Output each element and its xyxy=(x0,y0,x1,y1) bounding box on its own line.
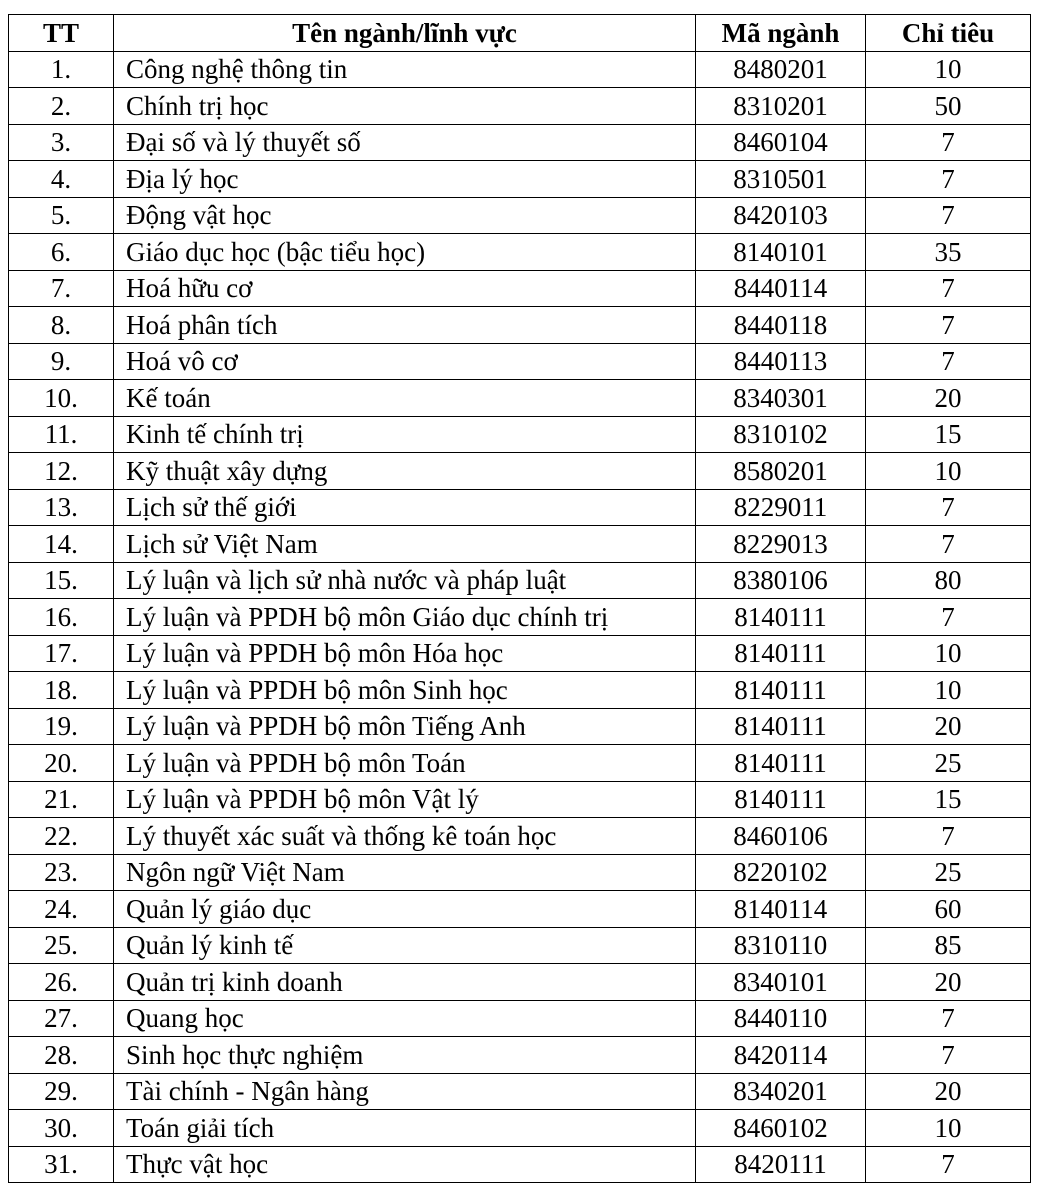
table-row xyxy=(9,1073,1031,1110)
row-number-cell: 16. xyxy=(9,599,114,636)
quota-cell: 60 xyxy=(866,891,1031,928)
table-row xyxy=(9,927,1031,964)
table-row xyxy=(9,526,1031,563)
row-number-cell: 14. xyxy=(9,526,114,563)
header-tt: TT xyxy=(9,15,114,52)
table-row xyxy=(9,380,1031,417)
major-code-cell: 8420111 xyxy=(696,1146,866,1183)
major-code-cell: 8580201 xyxy=(696,453,866,490)
table-row xyxy=(9,1037,1031,1074)
quota-cell: 15 xyxy=(866,781,1031,818)
major-code-cell: 8310501 xyxy=(696,161,866,198)
major-name-cell: Sinh học thực nghiệm xyxy=(114,1037,696,1074)
row-number-cell: 23. xyxy=(9,854,114,891)
quota-cell: 80 xyxy=(866,562,1031,599)
major-name-cell: Lịch sử Việt Nam xyxy=(114,526,696,563)
row-number-cell: 25. xyxy=(9,927,114,964)
row-number-cell: 3. xyxy=(9,124,114,161)
major-code-cell: 8310201 xyxy=(696,88,866,125)
major-name-cell: Hoá hữu cơ xyxy=(114,270,696,307)
row-number-cell: 2. xyxy=(9,88,114,125)
table-row xyxy=(9,1000,1031,1037)
major-code-cell: 8140111 xyxy=(696,635,866,672)
quota-cell: 7 xyxy=(866,526,1031,563)
table-row xyxy=(9,1146,1031,1183)
major-name-cell: Hoá vô cơ xyxy=(114,343,696,380)
major-code-cell: 8340301 xyxy=(696,380,866,417)
major-name-cell: Chính trị học xyxy=(114,88,696,125)
row-number-cell: 8. xyxy=(9,307,114,344)
header-quota: Chỉ tiêu xyxy=(866,15,1031,52)
quota-cell: 7 xyxy=(866,1000,1031,1037)
major-code-cell: 8310110 xyxy=(696,927,866,964)
row-number-cell: 21. xyxy=(9,781,114,818)
quota-cell: 20 xyxy=(866,1073,1031,1110)
major-code-cell: 8140111 xyxy=(696,672,866,709)
major-name-cell: Lý luận và PPDH bộ môn Hóa học xyxy=(114,635,696,672)
quota-cell: 7 xyxy=(866,1146,1031,1183)
row-number-cell: 12. xyxy=(9,453,114,490)
table-row xyxy=(9,745,1031,782)
quota-cell: 7 xyxy=(866,161,1031,198)
table-row xyxy=(9,854,1031,891)
quota-cell: 10 xyxy=(866,51,1031,88)
major-name-cell: Tài chính - Ngân hàng xyxy=(114,1073,696,1110)
table-row xyxy=(9,161,1031,198)
quota-cell: 7 xyxy=(866,124,1031,161)
major-name-cell: Đại số và lý thuyết số xyxy=(114,124,696,161)
major-name-cell: Giáo dục học (bậc tiểu học) xyxy=(114,234,696,271)
table-row xyxy=(9,270,1031,307)
row-number-cell: 11. xyxy=(9,416,114,453)
row-number-cell: 22. xyxy=(9,818,114,855)
quota-cell: 85 xyxy=(866,927,1031,964)
row-number-cell: 6. xyxy=(9,234,114,271)
major-code-cell: 8220102 xyxy=(696,854,866,891)
table-row xyxy=(9,453,1031,490)
table-row xyxy=(9,343,1031,380)
major-name-cell: Động vật học xyxy=(114,197,696,234)
major-name-cell: Quản trị kinh doanh xyxy=(114,964,696,1001)
table-body xyxy=(9,51,1031,1183)
major-code-cell: 8140111 xyxy=(696,599,866,636)
header-row xyxy=(9,15,1031,52)
row-number-cell: 1. xyxy=(9,51,114,88)
row-number-cell: 29. xyxy=(9,1073,114,1110)
major-name-cell: Lý luận và PPDH bộ môn Tiếng Anh xyxy=(114,708,696,745)
major-name-cell: Lý luận và PPDH bộ môn Giáo dục chính trị xyxy=(114,599,696,636)
row-number-cell: 4. xyxy=(9,161,114,198)
major-code-cell: 8440113 xyxy=(696,343,866,380)
row-number-cell: 13. xyxy=(9,489,114,526)
major-name-cell: Quang học xyxy=(114,1000,696,1037)
row-number-cell: 28. xyxy=(9,1037,114,1074)
major-code-cell: 8140111 xyxy=(696,745,866,782)
major-code-cell: 8460106 xyxy=(696,818,866,855)
row-number-cell: 7. xyxy=(9,270,114,307)
row-number-cell: 19. xyxy=(9,708,114,745)
table-row xyxy=(9,197,1031,234)
row-number-cell: 18. xyxy=(9,672,114,709)
major-code-cell: 8140111 xyxy=(696,708,866,745)
quota-cell: 20 xyxy=(866,380,1031,417)
table-row xyxy=(9,672,1031,709)
row-number-cell: 17. xyxy=(9,635,114,672)
table-row xyxy=(9,562,1031,599)
major-name-cell: Địa lý học xyxy=(114,161,696,198)
quota-cell: 20 xyxy=(866,708,1031,745)
major-code-cell: 8440110 xyxy=(696,1000,866,1037)
major-name-cell: Quản lý kinh tế xyxy=(114,927,696,964)
admissions-quota-table xyxy=(8,14,1031,1183)
row-number-cell: 30. xyxy=(9,1110,114,1147)
quota-cell: 7 xyxy=(866,307,1031,344)
table-row xyxy=(9,124,1031,161)
quota-cell: 35 xyxy=(866,234,1031,271)
quota-cell: 7 xyxy=(866,489,1031,526)
quota-cell: 50 xyxy=(866,88,1031,125)
major-code-cell: 8460102 xyxy=(696,1110,866,1147)
table-header xyxy=(9,15,1031,52)
row-number-cell: 24. xyxy=(9,891,114,928)
major-code-cell: 8440114 xyxy=(696,270,866,307)
major-code-cell: 8140101 xyxy=(696,234,866,271)
major-name-cell: Kế toán xyxy=(114,380,696,417)
major-code-cell: 8380106 xyxy=(696,562,866,599)
table-row xyxy=(9,964,1031,1001)
major-name-cell: Hoá phân tích xyxy=(114,307,696,344)
quota-cell: 20 xyxy=(866,964,1031,1001)
major-name-cell: Ngôn ngữ Việt Nam xyxy=(114,854,696,891)
major-name-cell: Thực vật học xyxy=(114,1146,696,1183)
major-name-cell: Kỹ thuật xây dựng xyxy=(114,453,696,490)
table-row xyxy=(9,708,1031,745)
major-name-cell: Lý luận và PPDH bộ môn Toán xyxy=(114,745,696,782)
row-number-cell: 26. xyxy=(9,964,114,1001)
major-name-cell: Lý luận và PPDH bộ môn Sinh học xyxy=(114,672,696,709)
major-code-cell: 8140111 xyxy=(696,781,866,818)
major-code-cell: 8440118 xyxy=(696,307,866,344)
major-code-cell: 8229013 xyxy=(696,526,866,563)
header-major-code: Mã ngành xyxy=(696,15,866,52)
major-code-cell: 8340101 xyxy=(696,964,866,1001)
major-code-cell: 8340201 xyxy=(696,1073,866,1110)
major-code-cell: 8460104 xyxy=(696,124,866,161)
major-name-cell: Công nghệ thông tin xyxy=(114,51,696,88)
major-name-cell: Lý thuyết xác suất và thống kê toán học xyxy=(114,818,696,855)
table-row xyxy=(9,818,1031,855)
quota-cell: 15 xyxy=(866,416,1031,453)
major-code-cell: 8420114 xyxy=(696,1037,866,1074)
row-number-cell: 10. xyxy=(9,380,114,417)
quota-cell: 10 xyxy=(866,1110,1031,1147)
table-row xyxy=(9,599,1031,636)
table-row xyxy=(9,891,1031,928)
row-number-cell: 20. xyxy=(9,745,114,782)
table-row xyxy=(9,88,1031,125)
major-name-cell: Kinh tế chính trị xyxy=(114,416,696,453)
header-major-name: Tên ngành/lĩnh vực xyxy=(114,15,696,52)
table-row xyxy=(9,781,1031,818)
quota-cell: 7 xyxy=(866,818,1031,855)
quota-cell: 25 xyxy=(866,854,1031,891)
admissions-table-container xyxy=(8,14,1031,1183)
quota-cell: 7 xyxy=(866,197,1031,234)
quota-cell: 7 xyxy=(866,343,1031,380)
quota-cell: 10 xyxy=(866,672,1031,709)
quota-cell: 7 xyxy=(866,270,1031,307)
major-name-cell: Quản lý giáo dục xyxy=(114,891,696,928)
table-row xyxy=(9,489,1031,526)
quota-cell: 7 xyxy=(866,1037,1031,1074)
major-name-cell: Lý luận và PPDH bộ môn Vật lý xyxy=(114,781,696,818)
major-name-cell: Lý luận và lịch sử nhà nước và pháp luật xyxy=(114,562,696,599)
major-code-cell: 8420103 xyxy=(696,197,866,234)
major-code-cell: 8480201 xyxy=(696,51,866,88)
quota-cell: 10 xyxy=(866,453,1031,490)
row-number-cell: 31. xyxy=(9,1146,114,1183)
table-row xyxy=(9,51,1031,88)
row-number-cell: 15. xyxy=(9,562,114,599)
major-code-cell: 8140114 xyxy=(696,891,866,928)
quota-cell: 7 xyxy=(866,599,1031,636)
quota-cell: 25 xyxy=(866,745,1031,782)
row-number-cell: 5. xyxy=(9,197,114,234)
quota-cell: 10 xyxy=(866,635,1031,672)
major-name-cell: Toán giải tích xyxy=(114,1110,696,1147)
major-code-cell: 8310102 xyxy=(696,416,866,453)
table-row xyxy=(9,307,1031,344)
table-row xyxy=(9,1110,1031,1147)
table-row xyxy=(9,635,1031,672)
major-code-cell: 8229011 xyxy=(696,489,866,526)
table-row xyxy=(9,234,1031,271)
major-name-cell: Lịch sử thế giới xyxy=(114,489,696,526)
row-number-cell: 27. xyxy=(9,1000,114,1037)
table-row xyxy=(9,416,1031,453)
row-number-cell: 9. xyxy=(9,343,114,380)
